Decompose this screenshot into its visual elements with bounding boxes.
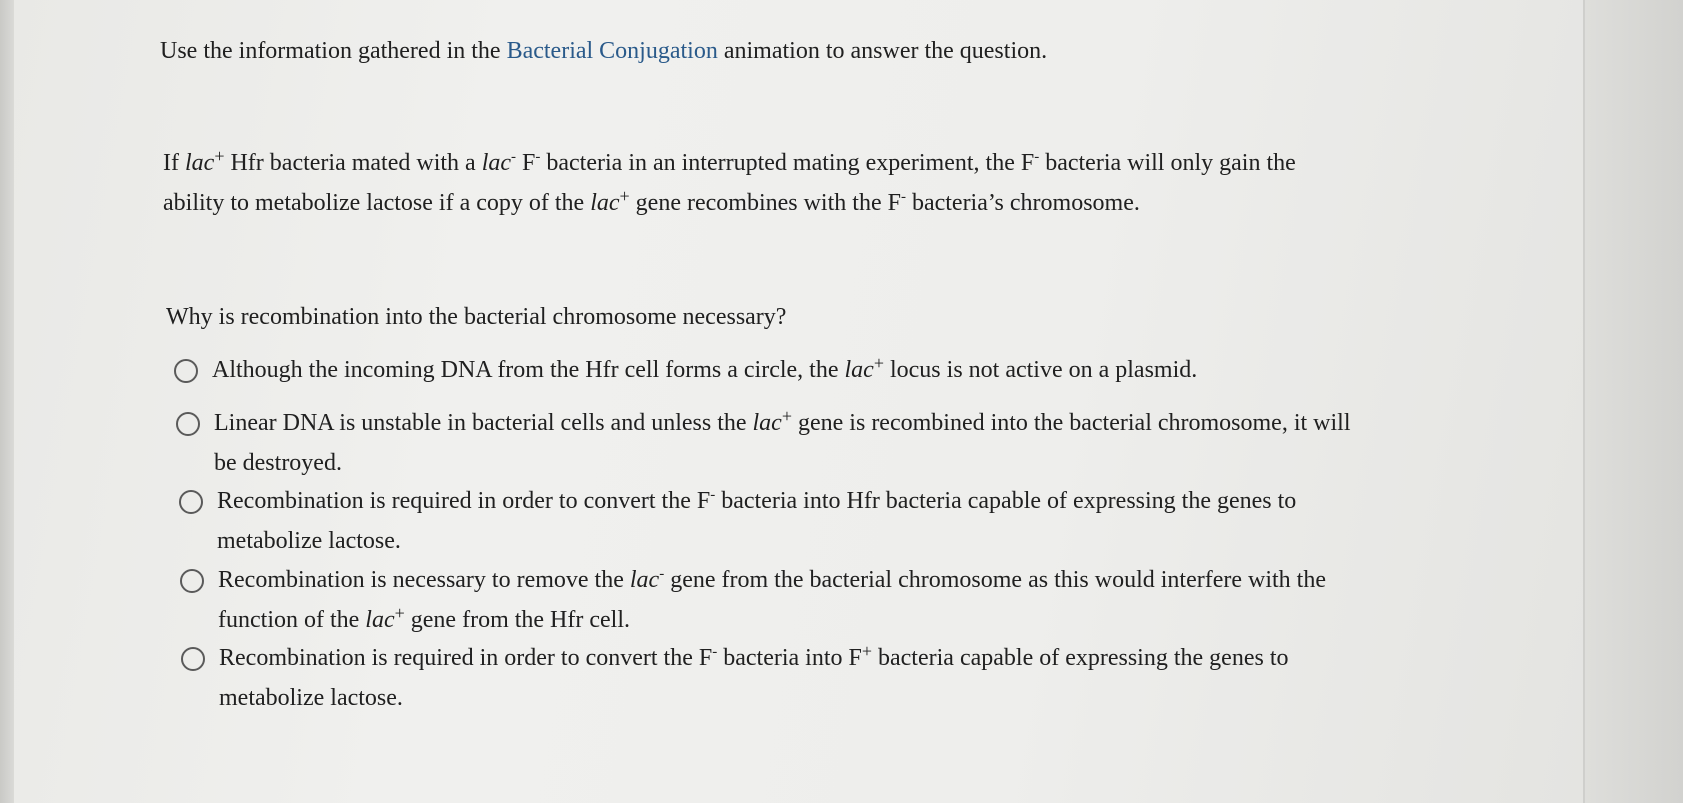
- answer-option-2[interactable]: [176, 403, 1351, 483]
- option-fragment: Although the incoming DNA from the Hfr cell forms a circle, the: [212, 357, 845, 383]
- option-label: [214, 403, 1351, 483]
- option-fragment: gene from the Hfr cell.: [404, 607, 631, 633]
- answer-option-3[interactable]: [179, 481, 1296, 561]
- answer-option-4[interactable]: [180, 560, 1326, 640]
- option-fragment: Linear DNA is unstable in bacterial cells and unless the: [214, 410, 753, 436]
- option-line: [214, 403, 1351, 443]
- option-line: [219, 638, 1288, 678]
- option-fragment: bacteria capable of expressing the genes to: [872, 645, 1289, 671]
- option-fragment: gene is recombined into the bacterial chromosome, it will: [792, 410, 1351, 436]
- superscript-plus: +: [873, 353, 884, 373]
- radio-unchecked-icon[interactable]: [180, 569, 204, 593]
- scenario-fragment: ability to metabolize lactose if a copy of the: [163, 190, 591, 216]
- scenario-fragment: If: [163, 150, 185, 176]
- superscript-plus: +: [781, 406, 792, 426]
- superscript-minus: -: [659, 566, 665, 582]
- option-fragment: gene from the bacterial chromosome as this would interfere with the: [664, 567, 1326, 593]
- option-line: be destroyed.: [214, 450, 342, 476]
- scenario-fragment: F: [516, 150, 536, 176]
- bacterial-conjugation-link[interactable]: Bacterial Conjugation: [506, 38, 718, 64]
- left-edge: [0, 0, 14, 803]
- superscript-minus: -: [1034, 149, 1040, 165]
- superscript-minus: -: [712, 644, 718, 660]
- option-fragment: bacteria into F: [717, 645, 862, 671]
- scenario-line-1: [163, 143, 1296, 183]
- lac-gene-italic: lac: [184, 150, 215, 176]
- option-label: [212, 350, 1197, 390]
- scenario-fragment: bacteria will only gain the: [1039, 150, 1296, 176]
- intro-after: animation to answer the question.: [717, 38, 1048, 64]
- radio-unchecked-icon[interactable]: [179, 490, 203, 514]
- superscript-minus: -: [535, 149, 541, 165]
- option-line: metabolize lactose.: [217, 528, 401, 554]
- superscript-minus: -: [511, 149, 517, 165]
- option-line: metabolize lactose.: [219, 685, 403, 711]
- option-label: [219, 638, 1288, 718]
- intro-text: [160, 31, 1047, 71]
- right-margin: [1585, 0, 1683, 803]
- option-label: [218, 560, 1326, 640]
- option-line: [218, 600, 1326, 640]
- radio-unchecked-icon[interactable]: [174, 359, 198, 383]
- lac-gene-italic: lac: [365, 607, 395, 633]
- lac-gene-italic: lac: [752, 410, 782, 436]
- superscript-minus: -: [710, 487, 716, 503]
- answer-option-1[interactable]: [174, 350, 1197, 390]
- scenario-line-2: [163, 183, 1296, 223]
- lac-gene-italic: lac: [590, 190, 620, 216]
- option-line: [218, 560, 1326, 600]
- scenario-fragment: gene recombines with the F: [629, 190, 901, 216]
- option-fragment: Recombination is required in order to convert the F: [219, 645, 713, 671]
- answer-option-5[interactable]: [181, 638, 1288, 718]
- superscript-plus: +: [394, 603, 405, 623]
- option-fragment: Recombination is required in order to convert the F: [217, 488, 711, 514]
- superscript-plus: +: [861, 641, 872, 661]
- superscript-minus: -: [900, 189, 906, 205]
- question-prompt: Why is recombination into the bacterial chromosome necessary?: [166, 304, 787, 330]
- scenario-text: [163, 143, 1296, 223]
- lac-gene-italic: lac: [844, 357, 874, 383]
- option-fragment: Recombination is necessary to remove the: [218, 567, 630, 593]
- lac-gene-italic: lac: [629, 567, 660, 593]
- option-label: [217, 481, 1296, 561]
- scenario-fragment: Hfr bacteria mated with a: [224, 150, 482, 176]
- radio-unchecked-icon[interactable]: [181, 647, 205, 671]
- option-fragment: locus is not active on a plasmid.: [883, 357, 1198, 383]
- lac-gene-italic: lac: [481, 150, 512, 176]
- option-line: [217, 481, 1296, 521]
- option-line: [212, 350, 1197, 390]
- superscript-plus: +: [619, 186, 630, 206]
- intro-before: Use the information gathered in the: [160, 38, 507, 64]
- option-fragment: bacteria into Hfr bacteria capable of expressing the genes to: [715, 488, 1297, 514]
- option-fragment: function of the: [218, 607, 366, 633]
- superscript-plus: +: [214, 146, 225, 166]
- scenario-fragment: bacteria’s chromosome.: [905, 190, 1140, 216]
- radio-unchecked-icon[interactable]: [176, 412, 200, 436]
- scenario-fragment: bacteria in an interrupted mating experiment, the F: [540, 150, 1035, 176]
